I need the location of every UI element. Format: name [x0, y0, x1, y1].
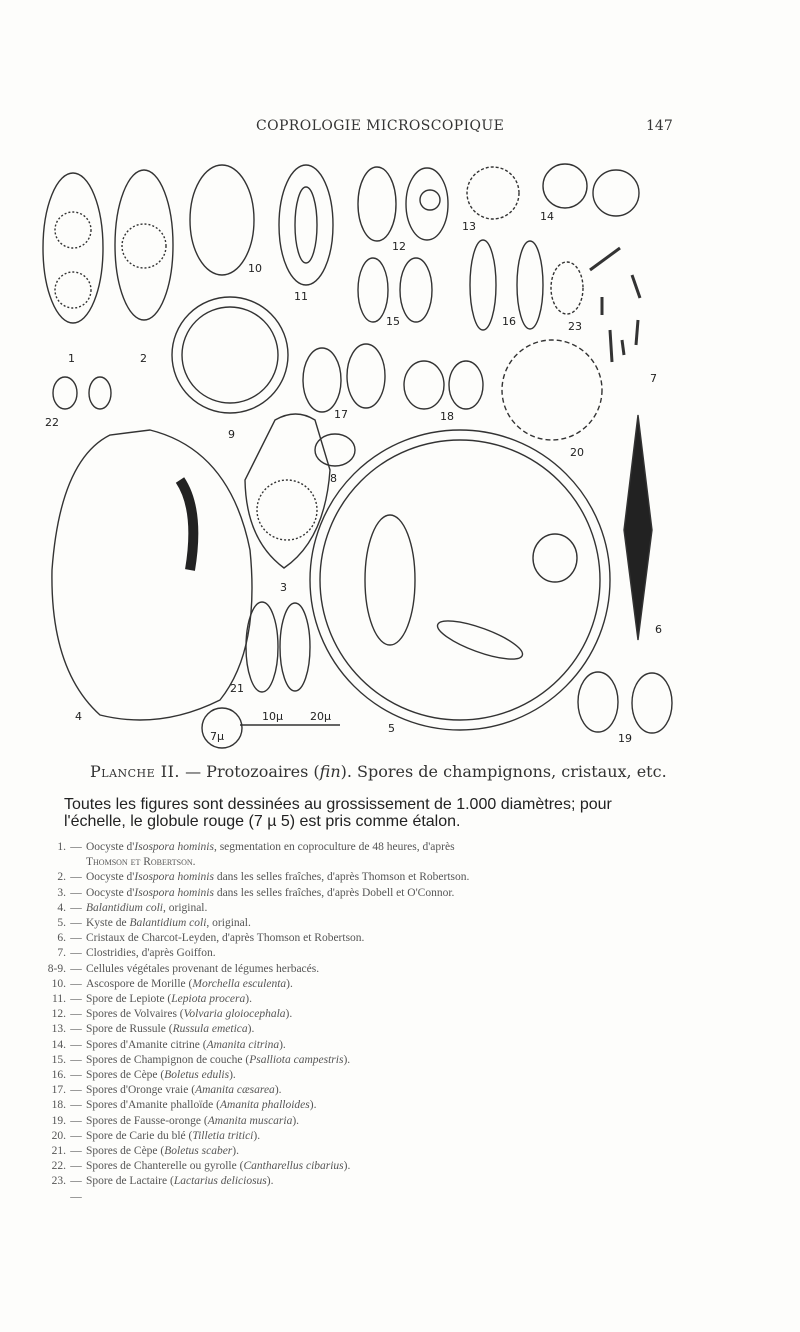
legend-a: Kyste de — [86, 917, 130, 930]
legend-a: Spores de Fausse-oronge ( — [86, 1114, 208, 1127]
fig-label: 16 — [502, 315, 516, 328]
fig-label: 15 — [386, 315, 400, 328]
legend-item: 6. — Cristaux de Charcot-Leyden, d'après Thomson et Robertson. — [40, 931, 680, 946]
legend-text — [86, 886, 680, 901]
legend-b: dans les selles fraîches, d'après Thomson et Robertson. — [213, 871, 470, 884]
fig-label: 9 — [228, 428, 235, 441]
legend-b: ). — [285, 1008, 293, 1021]
legend-item: 3. — Oocyste d'Isospora hominis dans les selles fraîches, d'après Dobell et O'Connor. — [40, 886, 680, 901]
legend-item: 7. — Clostridies, d'après Goiffon. — [40, 946, 680, 961]
legend-b: , original. — [206, 917, 251, 930]
plate-label: Planche II. — [90, 762, 180, 781]
legend-num: 15. — [51, 1053, 66, 1066]
fig-label: 5 — [388, 722, 395, 735]
figure-2-oocyst — [115, 170, 173, 320]
legend-b: , original. — [162, 901, 208, 914]
legend-item: 16. — Spores de Cèpe (Boletus edulis). — [40, 1068, 680, 1083]
legend-num: 19. — [51, 1114, 66, 1127]
legend-a: Cristaux de Charcot-Leyden, d'après Thomson et Robertson. — [86, 932, 365, 945]
legend-text — [86, 1159, 680, 1174]
legend-num: 18. — [51, 1099, 66, 1112]
legend-text — [86, 1144, 680, 1159]
legend-a: Spores de Cèpe ( — [86, 1069, 165, 1082]
legend-item: 19. — Spores de Fausse-oronge (Amanita muscaria). — [40, 1114, 680, 1129]
legend-text — [86, 870, 680, 885]
legend-a: Spores de Volvaires ( — [86, 1008, 184, 1021]
legend-b: ). — [286, 977, 293, 990]
fig-label: 8 — [330, 472, 337, 485]
legend-text — [86, 1068, 680, 1083]
scale-label: 20µ — [310, 710, 331, 723]
legend-item: 8-9. — Cellules végétales provenant de légumes herbacés. — [40, 962, 680, 977]
legend-sci: Volvaria gloiocephala — [183, 1008, 286, 1021]
legend-sci: Boletus edulis — [164, 1069, 230, 1082]
legend-num: 7. — [57, 947, 66, 960]
scale-label: 7µ — [210, 730, 224, 743]
figure-legend — [40, 840, 680, 1205]
scale-label: 10µ — [262, 710, 283, 723]
legend-a: Oocyste d' — [86, 841, 135, 853]
legend-a: Spore de Carie du blé ( — [86, 1129, 193, 1142]
legend-sci: Amanita muscaria — [207, 1114, 293, 1127]
legend-num: 20. — [51, 1129, 66, 1142]
figure-9-cell — [172, 297, 288, 413]
figure-7-clostridia — [590, 248, 640, 362]
legend-b: , segmentation en coproculture de 48 heures, d'après — [213, 841, 455, 853]
legend-item: 13. — Spore de Russule (Russula emetica). — [40, 1022, 680, 1037]
fig-label: 18 — [440, 410, 454, 423]
legend-b: ). — [229, 1069, 236, 1082]
legend-item: 11. — Spore de Lepiote (Lepiota procera). — [40, 992, 680, 1007]
legend-b: ). — [266, 1175, 274, 1188]
legend-item: 18. — Spores d'Amanite phalloïde (Amanita phalloides). — [40, 1098, 680, 1113]
legend-a: Clostridies, d'après Goiffon. — [86, 947, 216, 960]
figure-22-spore — [53, 377, 77, 409]
fig-label: 12 — [392, 240, 406, 253]
legend-a: Spores d'Amanite citrine ( — [86, 1038, 207, 1051]
legend-num: 8-9. — [47, 962, 66, 975]
fig-label: 14 — [540, 210, 554, 223]
legend-num: 4. — [57, 901, 66, 914]
legend-sci: Russula emetica — [172, 1023, 248, 1036]
fig-label: 13 — [462, 220, 476, 233]
figure-8-cell — [315, 434, 355, 466]
page-number: 147 — [646, 118, 673, 134]
running-title: COPROLOGIE MICROSCOPIQUE — [256, 118, 505, 134]
legend-text — [86, 946, 680, 961]
legend-item: — — [40, 1190, 680, 1205]
figure-15-spore — [358, 258, 388, 322]
fig-label: 20 — [570, 446, 584, 459]
fig-label: 6 — [655, 623, 662, 636]
caption-dash: — Protozoaires ( — [180, 762, 320, 781]
legend-num: 21. — [51, 1145, 66, 1158]
legend-text — [86, 1083, 680, 1098]
fig-label: 2 — [140, 352, 147, 365]
fig-label: 23 — [568, 320, 582, 333]
figure-23-spore — [551, 262, 583, 314]
legend-item: 2. — Oocyste d'Isospora hominis dans les selles fraîches, d'après Thomson et Robertson. — [40, 870, 680, 885]
legend-b: ). — [274, 1084, 282, 1097]
legend-text — [86, 901, 680, 916]
legend-sci: Balantidium coli — [129, 917, 207, 930]
legend-text — [86, 962, 680, 977]
legend-sci: Amanita citrina — [206, 1038, 280, 1051]
legend-sci: Amanita cæsarea — [195, 1084, 275, 1097]
legend-text — [86, 1007, 680, 1022]
figure-13-spore — [467, 167, 519, 219]
legend-item: 17. — Spores d'Oronge vraie (Amanita cæsarea). — [40, 1083, 680, 1098]
legend-sci: Tilletia tritici — [192, 1129, 254, 1142]
legend-num: 16. — [51, 1069, 66, 1082]
legend-text — [86, 931, 680, 946]
legend-num: 23. — [51, 1175, 66, 1188]
fig-label: 21 — [230, 682, 244, 695]
legend-num: 14. — [51, 1038, 66, 1051]
legend-text — [86, 1190, 680, 1205]
legend-sci: Lactarius deliciosus — [173, 1175, 267, 1188]
figure-18-spore — [404, 361, 444, 409]
legend-text — [86, 1038, 680, 1053]
fig-label: 1 — [68, 352, 75, 365]
legend-num: 3. — [57, 886, 66, 899]
figure-21-spore — [246, 602, 278, 692]
fig-label: 11 — [294, 290, 308, 303]
legend-text — [86, 1114, 680, 1129]
legend-b: ). — [247, 1023, 255, 1036]
fig-label: 7 — [650, 372, 657, 385]
legend-num: 22. — [51, 1160, 66, 1173]
plate-caption — [90, 762, 730, 781]
legend-num: 6. — [57, 932, 66, 945]
figure-4-balantidium — [52, 430, 252, 720]
figure-16-spore — [470, 240, 496, 330]
legend-a: Spores de Champignon de couche ( — [86, 1053, 250, 1066]
legend-a: Spore de Lepiote ( — [86, 993, 172, 1006]
fig-label: 4 — [75, 710, 82, 723]
legend-item: 20. — Spore de Carie du blé (Tilletia tritici). — [40, 1129, 680, 1144]
caption-rest: ). Spores de champignons, cristaux, etc. — [340, 762, 667, 781]
legend-sci: Isospora hominis — [134, 886, 214, 899]
legend-text — [86, 992, 680, 1007]
figure-14-spore — [543, 164, 587, 208]
legend-a: Spores d'Oronge vraie ( — [86, 1084, 196, 1097]
legend-b: ). — [232, 1145, 239, 1158]
legend-sci: Isospora hominis — [134, 871, 214, 884]
legend-item: 15. — Spores de Champignon de couche (Psalliota campestris). — [40, 1053, 680, 1068]
legend-a: Spores de Cèpe ( — [86, 1145, 165, 1158]
legend-a: Spores de Chanterelle ou gyrolle ( — [86, 1160, 244, 1173]
legend-text — [86, 840, 680, 855]
plate-drawing — [40, 150, 680, 750]
figure-6-crystal — [624, 415, 652, 640]
fig-label: 22 — [45, 416, 59, 429]
legend-item: 14. — Spores d'Amanite citrine (Amanita citrina). — [40, 1038, 680, 1053]
legend-item: 1. — Oocyste d'Isospora hominis, segmentation en coproculture de 48 heures, d'après — [40, 840, 680, 855]
legend-text — [86, 1022, 680, 1037]
legend-item: 12. — Spores de Volvaires (Volvaria gloiocephala). — [40, 1007, 680, 1022]
legend-item: 10. — Ascospore de Morille (Morchella esculenta). — [40, 977, 680, 992]
legend-continuation — [40, 855, 680, 870]
figure-19-spore — [578, 672, 618, 732]
figure-3-oocyst — [245, 414, 330, 568]
legend-a: Spores d'Amanite phalloïde ( — [86, 1099, 220, 1112]
legend-num: 2. — [57, 871, 66, 884]
legend-num: 13. — [51, 1023, 66, 1036]
legend-sci: Lepiota procera — [171, 993, 246, 1006]
figure-20-spore — [502, 340, 602, 440]
legend-num: 5. — [57, 917, 66, 930]
legend-item: 5. — Kyste de Balantidium coli, original. — [40, 916, 680, 931]
legend-b: dans les selles fraîches, d'après Dobell et O'Connor. — [213, 886, 455, 899]
legend-sci: Isospora hominis — [134, 841, 214, 853]
figure-17-spore — [303, 348, 341, 412]
caption-fin: fin — [319, 762, 341, 781]
legend-a: Oocyste d' — [86, 871, 135, 884]
legend-b: ). — [279, 1038, 286, 1051]
legend-b: ). — [253, 1129, 261, 1142]
intro-text: Toutes les figures sont dessinées au grossissement de 1.000 diamètres; pour l'échelle, le globule rouge (7 µ 5) est pris comme étalon. — [64, 796, 612, 830]
running-header — [0, 118, 800, 138]
legend-item: 22. — Spores de Chanterelle ou gyrolle (Cantharellus cibarius). — [40, 1159, 680, 1174]
legend-sci: Balantidium coli — [86, 901, 163, 914]
legend-num — [40, 1190, 66, 1205]
legend-b: ). — [343, 1053, 351, 1066]
figure-11-spore — [279, 165, 333, 285]
legend-num: 1. — [57, 841, 66, 853]
legend-b: ). — [309, 1099, 317, 1112]
legend-item: 21. — Spores de Cèpe (Boletus scaber). — [40, 1144, 680, 1159]
legend-sci: Boletus scaber — [164, 1145, 233, 1158]
legend-b: ). — [245, 993, 252, 1006]
fig-label: 17 — [334, 408, 348, 421]
legend-sci: Amanita phalloides — [219, 1099, 310, 1112]
legend-sci: Cantharellus cibarius — [243, 1160, 344, 1173]
figure-10-spore — [190, 165, 254, 275]
figure-12-spore — [358, 167, 396, 241]
legend-num: 10. — [51, 977, 66, 990]
legend-a: Ascospore de Morille ( — [86, 977, 193, 990]
legend-num: 12. — [51, 1008, 66, 1021]
legend-b: ). — [343, 1160, 351, 1173]
legend-num: 11. — [52, 993, 66, 1006]
legend-item: 23. — Spore de Lactaire (Lactarius deliciosus). — [40, 1174, 680, 1189]
plate-illustration — [40, 150, 680, 750]
legend-a: Cellules végétales provenant de légumes herbacés. — [86, 962, 320, 975]
legend-text — [86, 1098, 680, 1113]
fig-label: 3 — [280, 581, 287, 594]
legend-text — [86, 916, 680, 931]
legend-text — [86, 1129, 680, 1144]
legend-sci: Psalliota campestris — [249, 1053, 344, 1066]
legend-cont: Thomson et Robertson. — [86, 856, 196, 869]
fig-label: 19 — [618, 732, 632, 745]
legend-text — [86, 1053, 680, 1068]
legend-num: 17. — [51, 1084, 66, 1097]
legend-a: Spore de Lactaire ( — [86, 1175, 174, 1188]
legend-b: ). — [292, 1114, 300, 1127]
legend-item: 4. — Balantidium coli, original. — [40, 901, 680, 916]
legend-a: Oocyste d' — [86, 886, 135, 899]
legend-text — [86, 977, 680, 992]
fig-label: 10 — [248, 262, 262, 275]
legend-text — [86, 1174, 680, 1189]
legend-a: Spore de Russule ( — [86, 1023, 173, 1036]
legend-sci: Morchella esculenta — [192, 977, 287, 990]
